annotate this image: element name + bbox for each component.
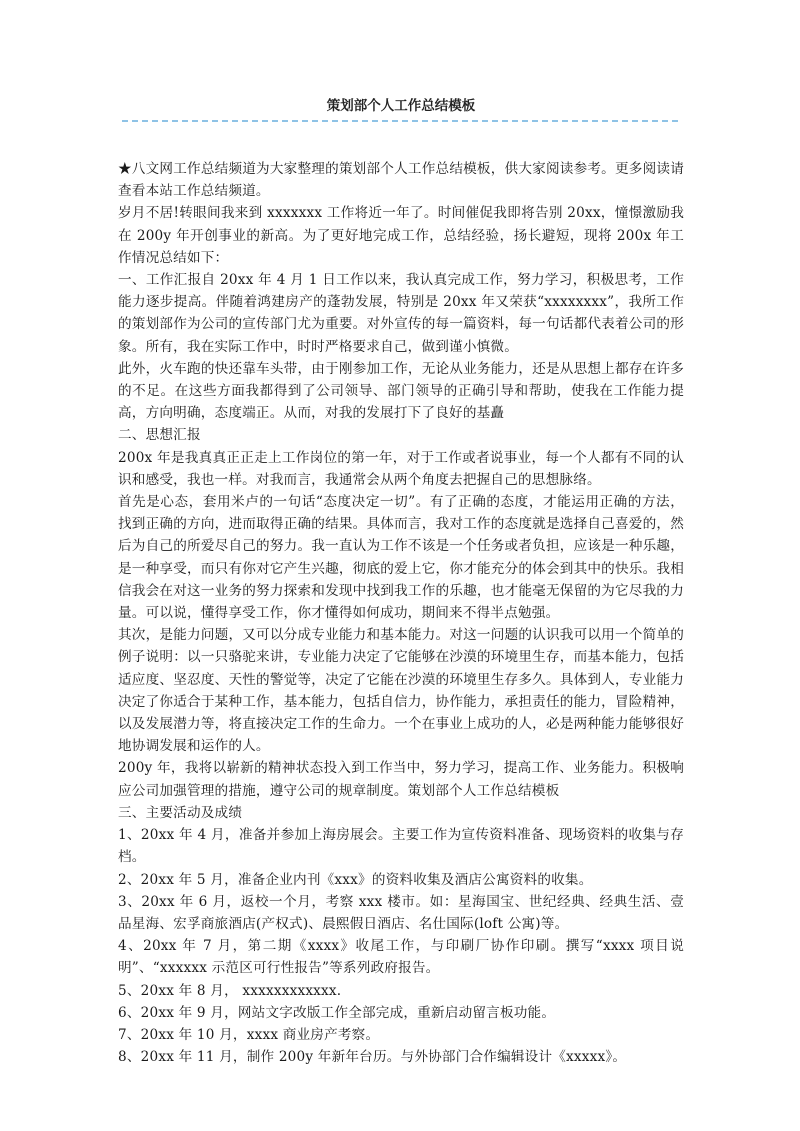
section-heading-activities: 三、主要活动及成绩 [118,804,243,821]
activity-item: 5、20xx 年 8 月， xxxxxxxxxxxx. [118,982,342,999]
intro-paragraph: ★八文网工作总结频道为大家整理的策划部个人工作总结模板，供大家阅读参考。更多阅读请查看本站工作总结频道。 [118,161,684,200]
title-divider [122,120,678,122]
work-report-followup-paragraph: 此外，火车跑的快还靠车头带，由于刚参加工作，无论从业务能力，还是从思想上都存在许多的不足。在这些方面我都得到了公司领导、部门领导的正确引导和帮助，使我在工作能力提高，方向明确，态度端正。从而，对我的发展打下了良好的基矗 [118,360,684,422]
thoughts-intro-paragraph: 200x 年是我真真正正走上工作岗位的第一年，对于工作或者说事业，每一个人都有不同的认识和感受，我也一样。对我而言，我通常会从两个角度去把握自己的思想脉络。 [118,449,684,488]
outlook-paragraph: 200y 年，我将以崭新的精神状态投入到工作当中，努力学习，提高工作、业务能力。积极响应公司加强管理的措施，遵守公司的规章制度。策划部个人工作总结模板 [118,760,684,799]
activity-item: 1、20xx 年 4 月，准备并参加上海房展会。主要工作为宣传资料准备、现场资料的收集与存档。 [118,827,684,866]
page-title: 策划部个人工作总结模板 [326,98,476,114]
activity-item: 3、20xx 年 6 月，返校一个月，考察 xxx 楼市。如：星海国宝、世纪经典、经典生活、壹品星海、宏孚商旅酒店(产权式)、晨熙假日酒店、名仕国际(loft 公寓)等。 [118,893,684,932]
document-body [118,158,684,1068]
attitude-paragraph: 首先是心态，套用米卢的一句话“态度决定一切”。有了正确的态度，才能运用正确的方法，找到正确的方向，进而取得正确的结果。具体而言，我对工作的态度就是选择自己喜爱的，然后为自己的所爱尽自己的努力。我一直认为工作不该是一个任务或者负担，应该是一种乐趣，是一种享受，而只有你对它产生兴趣，彻底的爱上它，你才能充分的体会到其中的快乐。我相信我会在对这一业务的努力探索和发现中找到我工作的乐趣，也才能毫无保留的为它尽我的力量。可以说，懂得享受工作，你才懂得如何成功，期间来不得半点勉强。 [118,494,684,622]
activity-item: 2、20xx 年 5 月，准备企业内刊《xxx》的资料收集及酒店公寓资料的收集。 [118,871,593,888]
opening-paragraph: 岁月不居!转眼间我来到 xxxxxxx 工作将近一年了。时间催促我即将告别 20xx，憧憬激励我在 200y 年开创事业的新高。为了更好地完成工作，总结经验，扬长避短，现将 200x 年工作情况总结如下： [118,205,684,266]
activity-item: 8、20xx 年 11 月，制作 200y 年新年台历。与外协部门合作编辑设计《xxxxx》。 [118,1049,627,1066]
activity-item: 4、20xx 年 7 月，第二期《xxxx》收尾工作，与印刷厂协作印刷。撰写“xxxx 项目说明”、“xxxxxx 示范区可行性报告”等系列政府报告。 [118,938,684,977]
work-report-paragraph: 一、工作汇报自 20xx 年 4 月 1 日工作以来，我认真完成工作，努力学习，积极思考，工作能力逐步提高。伴随着鸿建房产的蓬勃发展，特别是 20xx 年又荣获“xxxxxxxx”，我所工作的策划部作为公司的宣传部门尤为重要。对外宣传的每一篇资料，每一句话都代表着公司的形象。所有，我在实际工作中，时时严格要求自己，做到谨小慎微。 [118,272,684,355]
ability-paragraph: 其次，是能力问题，又可以分成专业能力和基本能力。对这一问题的认识我可以用一个简单的例子说明：以一只骆驼来讲，专业能力决定了它能够在沙漠的环境里生存，而基本能力，包括适应度、坚忍度、天性的警觉等，决定了它能在沙漠的环境里生存多久。具体到人，专业能力决定了你适合于某种工作，基本能力，包括自信力，协作能力，承担责任的能力，冒险精神，以及发展潜力等，将直接决定工作的生命力。一个在事业上成功的人，必是两种能力能够很好地协调发展和运作的人。 [118,627,684,755]
activity-item: 7、20xx 年 10 月，xxxx 商业房产考察。 [118,1026,380,1043]
activity-item: 6、20xx 年 9 月，网站文字改版工作全部完成，重新启动留言板功能。 [118,1004,556,1021]
section-heading-thoughts: 二、思想汇报 [118,427,201,444]
document-page [118,96,684,1068]
